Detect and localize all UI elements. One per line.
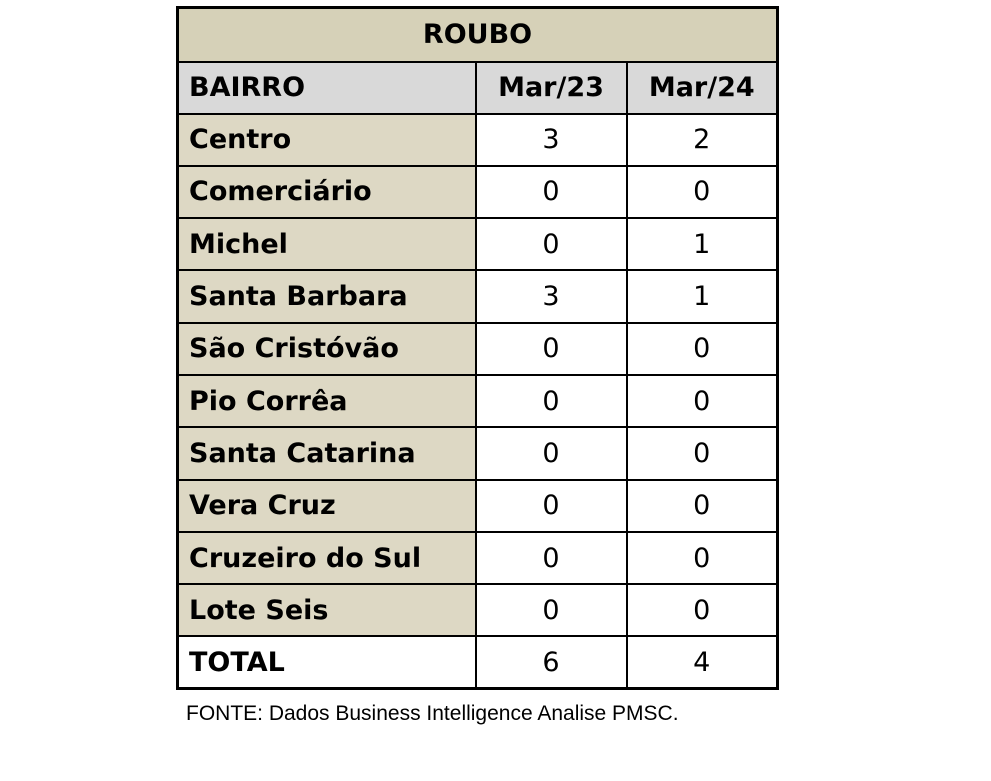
- header-row: [178, 62, 778, 114]
- total-mar24: 4: [627, 636, 778, 688]
- bairro-cell: Santa Catarina: [178, 427, 476, 479]
- mar23-cell: 3: [476, 114, 627, 166]
- title-row: [178, 8, 778, 62]
- bairro-cell: Pio Corrêa: [178, 375, 476, 427]
- total-mar23: 6: [476, 636, 627, 688]
- bairro-cell: Comerciário: [178, 166, 476, 218]
- mar23-cell: 0: [476, 218, 627, 270]
- table-row: [178, 218, 778, 270]
- table-row: [178, 584, 778, 636]
- mar24-cell: 0: [627, 375, 778, 427]
- bairro-cell: Vera Cruz: [178, 480, 476, 532]
- roubo-table: [176, 6, 779, 690]
- column-header-bairro: BAIRRO: [178, 62, 476, 114]
- mar23-cell: 3: [476, 270, 627, 322]
- column-header-mar23: Mar/23: [476, 62, 627, 114]
- column-header-mar24: Mar/24: [627, 62, 778, 114]
- mar24-cell: 0: [627, 427, 778, 479]
- bairro-cell: Santa Barbara: [178, 270, 476, 322]
- mar24-cell: 2: [627, 114, 778, 166]
- total-row: [178, 636, 778, 688]
- table-title: ROUBO: [178, 8, 778, 62]
- mar24-cell: 0: [627, 480, 778, 532]
- table-row: [178, 532, 778, 584]
- mar24-cell: 0: [627, 323, 778, 375]
- bairro-cell: São Cristóvão: [178, 323, 476, 375]
- mar23-cell: 0: [476, 480, 627, 532]
- mar24-cell: 0: [627, 584, 778, 636]
- bairro-cell: Michel: [178, 218, 476, 270]
- table-row: [178, 375, 778, 427]
- table-row: [178, 323, 778, 375]
- mar24-cell: 1: [627, 218, 778, 270]
- table-row: [178, 166, 778, 218]
- bairro-cell: Lote Seis: [178, 584, 476, 636]
- table-row: [178, 427, 778, 479]
- mar24-cell: 0: [627, 532, 778, 584]
- mar23-cell: 0: [476, 323, 627, 375]
- mar23-cell: 0: [476, 427, 627, 479]
- table-row: [178, 270, 778, 322]
- mar24-cell: 0: [627, 166, 778, 218]
- bairro-cell: Cruzeiro do Sul: [178, 532, 476, 584]
- mar23-cell: 0: [476, 584, 627, 636]
- mar23-cell: 0: [476, 166, 627, 218]
- source-note: FONTE: Dados Business Intelligence Analise PMSC.: [186, 702, 679, 725]
- mar24-cell: 1: [627, 270, 778, 322]
- mar23-cell: 0: [476, 532, 627, 584]
- table-row: [178, 480, 778, 532]
- mar23-cell: 0: [476, 375, 627, 427]
- table-row: [178, 114, 778, 166]
- total-label: TOTAL: [178, 636, 476, 688]
- bairro-cell: Centro: [178, 114, 476, 166]
